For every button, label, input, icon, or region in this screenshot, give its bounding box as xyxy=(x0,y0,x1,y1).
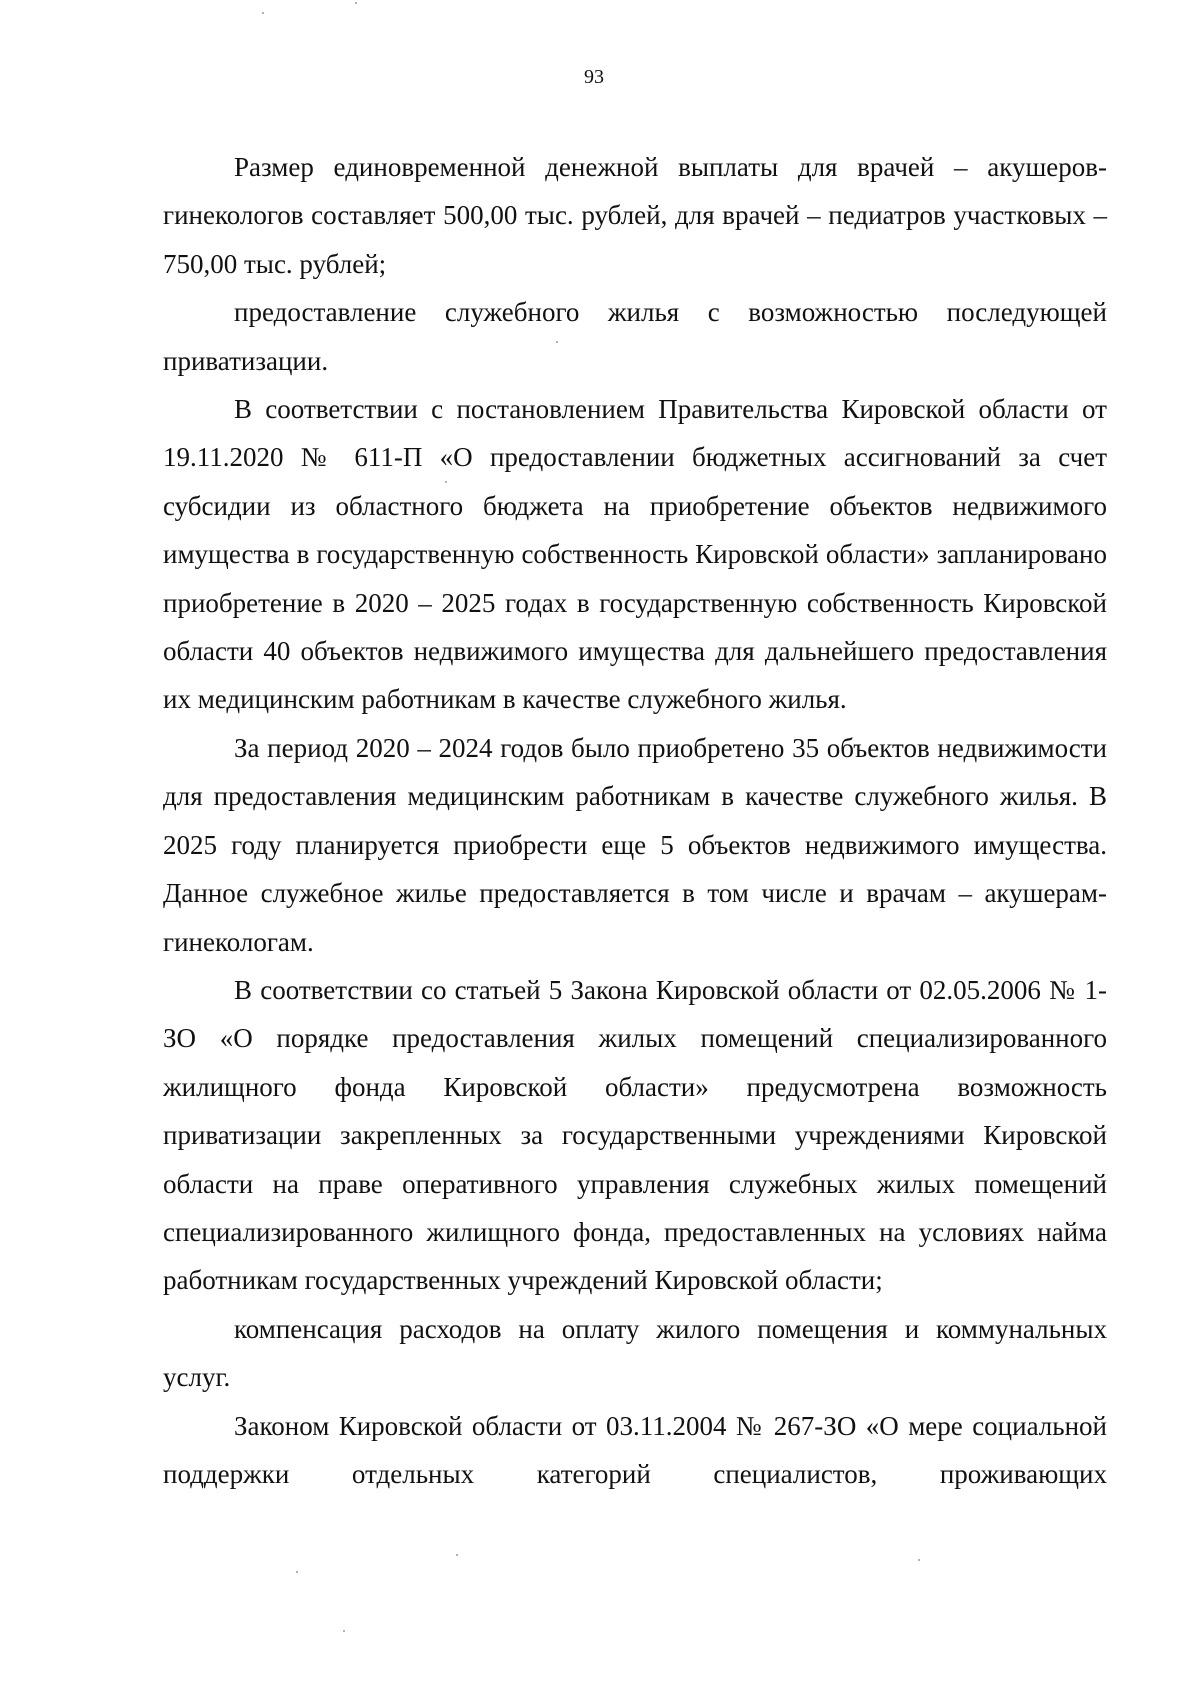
scan-speck xyxy=(343,1630,345,1632)
scan-speck xyxy=(918,1559,920,1561)
scan-speck xyxy=(355,2,357,4)
paragraph-acquired-objects: За период 2020 – 2024 годов было приобретено 35 объектов недвижимости для предоставления медицинским работникам в качестве служебного жилья. В 2025 году планируется приобрести еще 5 объектов недвижимого имущества. Данное служебное жилье предоставляется в том числе и врачам – акушерам-гинекологам. xyxy=(163,732,1107,957)
page-number: 93 xyxy=(584,66,604,88)
paragraph-government-decree: В соответствии с постановлением Правительства Кировской области от 19.11.2020 № 611-П «О предоставлении бюджетных ассигнований за счет субсидии из областного бюджета на приобретение объектов недвижимого имущества в государственную собственность Кировской области» запланировано приобретение в 2020 – 2025 годах в государственную собственность Кировской области 40 объектов недвижимого имущества для дальнейшего предоставления их медицинским работникам в качестве служебного жилья. xyxy=(163,394,1107,715)
document-body xyxy=(163,143,1107,1498)
paragraph-service-housing: предоставление служебного жилья с возможностью последующей приватизации. xyxy=(163,297,1107,376)
scan-speck xyxy=(445,481,447,483)
scan-speck xyxy=(556,341,558,343)
paragraph-social-support-law: Законом Кировской области от 03.11.2004 № 267-ЗО «О мере социальной поддержки отдельных категорий специалистов, проживающих xyxy=(163,1410,1107,1489)
scan-speck xyxy=(296,1571,298,1573)
paragraph-utility-compensation: компенсация расходов на оплату жилого помещения и коммунальных услуг. xyxy=(163,1313,1107,1393)
scan-speck xyxy=(456,1554,458,1556)
paragraph-lump-sum-payment: Размер единовременной денежной выплаты для врачей – акушеров-гинекологов составляет 500,00 тыс. рублей, для врачей – педиатров участковых – 750,00 тыс. рублей; xyxy=(163,152,1107,279)
paragraph-regional-law-housing: В соответствии со статьей 5 Закона Кировской области от 02.05.2006 № 1-ЗО «О порядке предоставления жилых помещений специализированного жилищного фонда Кировской области» предусмотрена возможность приватизации закрепленных за государственными учреждениями Кировской области на праве оперативного управления служебных жилых помещений специализированного жилищного фонда, предоставленных на условиях найма работникам государственных учреждений Кировской области; xyxy=(163,974,1107,1296)
scan-speck xyxy=(262,12,264,14)
